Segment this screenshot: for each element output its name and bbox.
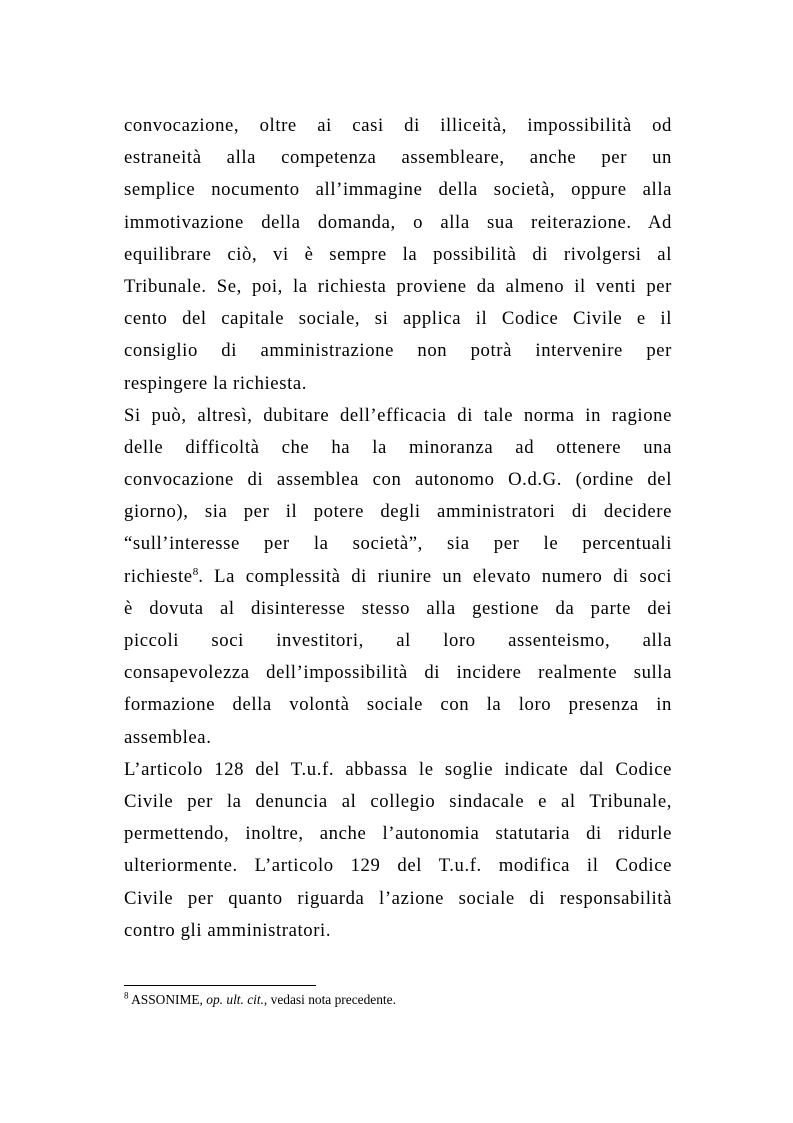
text-segment: richieste <box>124 565 193 587</box>
text-line: equilibrare ciò, vi è sempre la possibilità di rivolgersi al <box>124 243 672 265</box>
footnote <box>124 991 672 1009</box>
text-line: formazione della volontà sociale con la loro presenza in <box>124 694 672 716</box>
body-text <box>124 110 672 947</box>
text-line: convocazione di assemblea con autonomo O.d.G. (ordine del <box>124 469 672 491</box>
text-line: respingere la richiesta. <box>124 372 308 394</box>
text-line: piccoli soci investitori, al loro assenteismo, alla <box>124 630 672 651</box>
text-line: delle difficoltà che ha la minoranza ad ottenere una <box>124 436 672 458</box>
text-line: Si può, altresì, dubitare dell’efficacia di tale norma in ragione <box>124 404 672 426</box>
footnote-author: ASSONIME, <box>131 992 203 1007</box>
text-line: “sull’interesse per la società”, sia per le percentuali <box>124 533 672 555</box>
text-line: L’articolo 128 del T.u.f. abbassa le soglie indicate dal Codice <box>124 758 672 780</box>
text-line-with-footnote <box>124 561 672 593</box>
footnote-reference[interactable]: 8 <box>192 565 199 578</box>
text-line: estraneità alla competenza assembleare, anche per un <box>124 147 672 169</box>
text-line: Civile per quanto riguarda l’azione sociale di responsabilità <box>124 887 672 909</box>
text-line: contro gli amministratori. <box>124 919 332 941</box>
text-line: Civile per la denuncia al collegio sindacale e al Tribunale, <box>124 790 672 812</box>
text-line: convocazione, oltre ai casi di illiceità, impossibilità od <box>124 115 672 136</box>
footnote-separator <box>124 985 316 986</box>
text-line: immotivazione della domanda, o alla sua reiterazione. Ad <box>124 211 672 233</box>
text-line: consapevolezza dell’impossibilità di incidere realmente sulla <box>124 662 672 684</box>
text-line: Tribunale. Se, poi, la richiesta proviene da almeno il venti per <box>124 275 672 297</box>
text-line: giorno), sia per il potere degli amministratori di decidere <box>124 501 672 523</box>
footnote-text: vedasi nota precedente. <box>270 992 396 1007</box>
footnote-citation: op. ult. cit., <box>206 992 268 1007</box>
footnote-number: 8 <box>124 990 129 1001</box>
text-line: consiglio di amministrazione non potrà intervenire per <box>124 340 672 362</box>
text-line: ulteriormente. L’articolo 129 del T.u.f. modifica il Codice <box>124 855 672 877</box>
text-line: cento del capitale sociale, si applica il Codice Civile e il <box>124 308 672 330</box>
text-line: assemblea. <box>124 726 212 748</box>
text-line: semplice nocumento all’immagine della società, oppure alla <box>124 179 672 201</box>
text-segment: . La complessità di riunire un elevato numero di soci <box>198 565 672 587</box>
text-line: permettendo, inoltre, anche l’autonomia statutaria di ridurle <box>124 823 672 845</box>
text-line: è dovuta al disinteresse stesso alla gestione da parte dei <box>124 597 672 619</box>
